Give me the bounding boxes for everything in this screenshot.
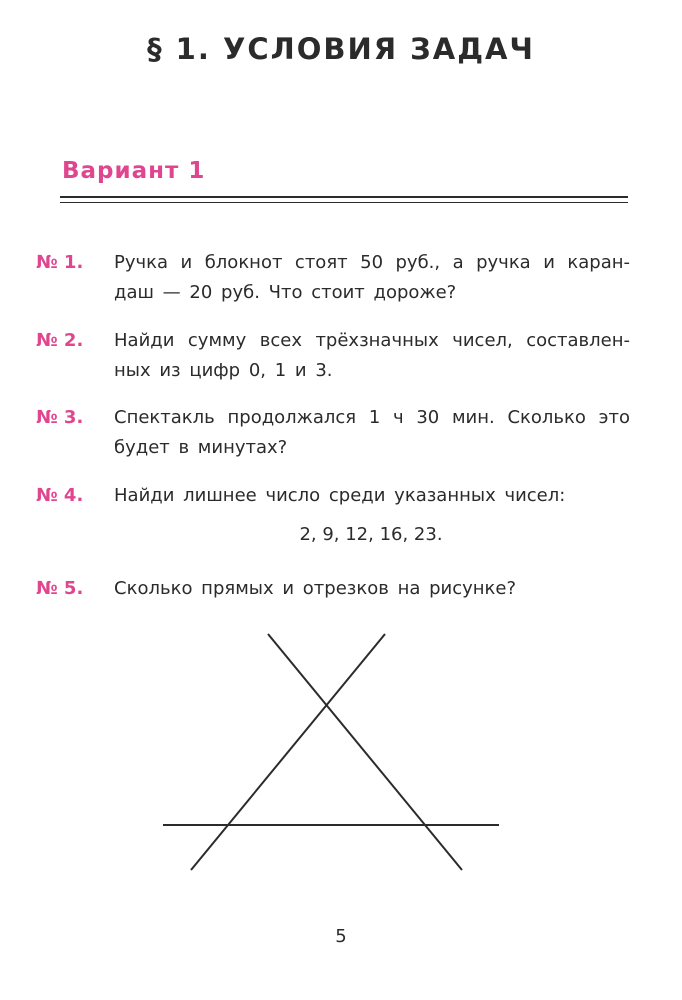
problem-text: Спектакль продолжался 1 ч 30 мин. Сколько это будет в минутах?: [114, 407, 630, 458]
problem-text: Сколько прямых и отрезков на рисунке?: [114, 578, 517, 599]
problem-number: № 2.: [36, 330, 84, 351]
section-title: § 1. УСЛОВИЯ ЗАДАЧ: [147, 32, 535, 66]
problem-text: Ручка и блокнот стоят 50 руб., а ручка и каран-даш — 20 руб. Что стоит дороже?: [114, 252, 630, 303]
page-number: 5: [335, 926, 347, 947]
variant-title: Вариант 1: [62, 158, 206, 184]
problem-number: № 3.: [36, 407, 84, 428]
line-right-falling: [268, 634, 462, 870]
problem-4-numbers: 2, 9, 12, 16, 23.: [299, 524, 443, 545]
problem-number: № 5.: [36, 578, 84, 599]
problem-number: № 1.: [36, 252, 84, 273]
problem-number: № 4.: [36, 485, 84, 506]
problem-text: Найди сумму всех трёхзначных чисел, составлен-ных из цифр 0, 1 и 3.: [114, 330, 630, 381]
line-left-rising: [191, 634, 385, 870]
problem-text: Найди лишнее число среди указанных чисел:: [114, 485, 566, 506]
